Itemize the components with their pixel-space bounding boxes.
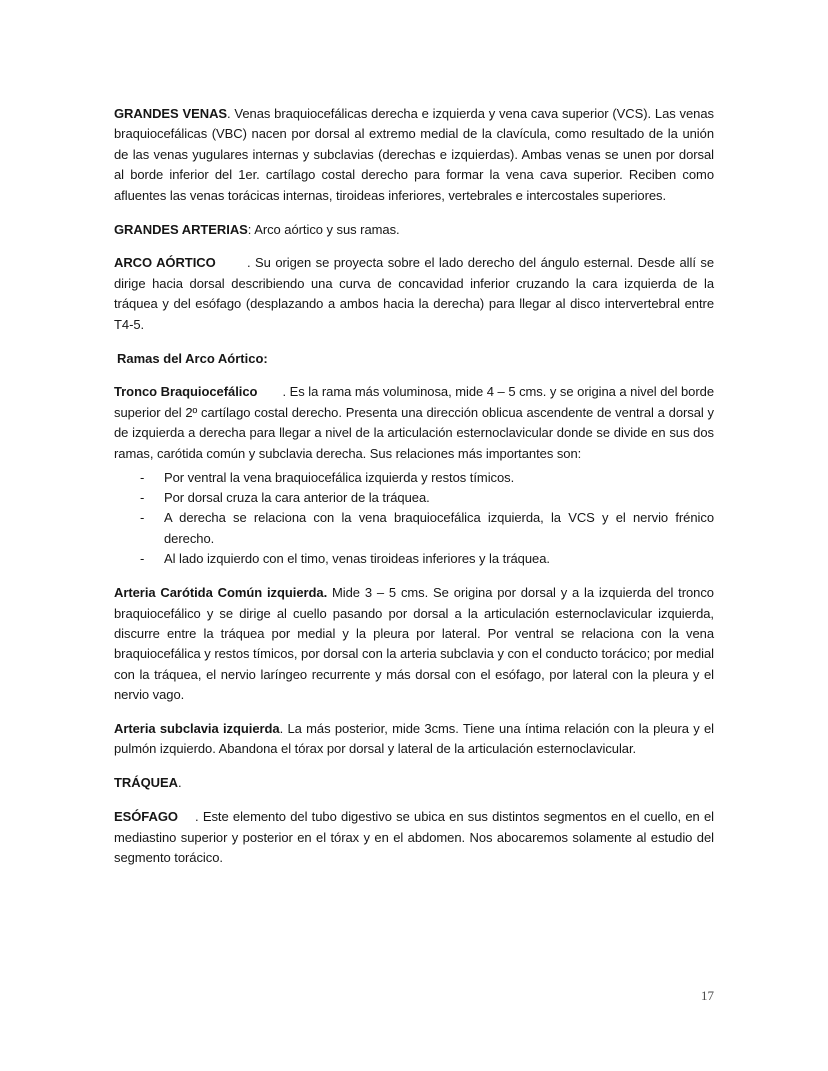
paragraph-tronco-braquiocefalico — [114, 382, 714, 464]
paragraph-grandes-venas — [114, 104, 714, 206]
list-item-text: Al lado izquierdo con el timo, venas tiroideas inferiores y la tráquea. — [164, 551, 550, 567]
paragraph-lead-subclavia-izquierda: Arteria subclavia izquierda — [114, 721, 280, 737]
paragraph-text-esofago: . Este elemento del tubo digestivo se ubica en sus distintos segmentos en el cuello, en el mediastino superior y posterior en el tórax y en el abdomen. Nos abocaremos solamente al estudio del segmento torácico. — [114, 809, 715, 866]
document-body — [114, 104, 714, 869]
list-marker-icon: - — [140, 469, 145, 485]
list-item — [114, 488, 714, 508]
paragraph-carotida-comun-izquierda — [114, 583, 714, 705]
paragraph-text-grandes-venas: . Venas braquiocefálicas derecha e izquierda y vena cava superior (VCS). Las venas braquiocefálicas (VBC) nacen por dorsal al extremo medial de la clavícula, como resultado de la unión de las venas yugulares internas y subclavias (derechas e izquierdas). Ambas venas se unen por dorsal al borde inferior del 1er. cartílago costal derecho para formar la vena cava superior. Reciben como afluentes las venas torácicas internas, tiroideas inferiores, vertebrales e intercostales superiores. — [114, 106, 714, 203]
list-item — [114, 468, 714, 488]
paragraph-text-traquea: . — [177, 775, 182, 791]
paragraph-arco-aortico — [114, 253, 714, 335]
paragraph-traquea — [114, 773, 714, 793]
paragraph-lead-traquea: TRÁQUEA — [114, 775, 178, 791]
paragraph-text-subclavia-izquierda: . La más posterior, mide 3cms. Tiene una íntima relación con la pleura y el pulmón izquierdo. Abandona el tórax por dorsal y lateral de la articulación esternoclavicular. — [114, 721, 714, 757]
paragraph-text-tronco-braquiocefalico: . Es la rama más voluminosa, mide 4 – 5 cms. y se origina a nivel del borde superior del 2º cartílago costal derecho. Presenta una dirección oblicua ascendente de ventral a dorsal y de izquierda a derecha para llegar a nivel de la articulación esternoclavicular donde se divide en sus dos ramas, carótida común y subclavia derecha. Sus relaciones más importantes son: — [114, 384, 715, 461]
paragraph-subclavia-izquierda — [114, 719, 714, 760]
list-item — [114, 549, 714, 569]
list-item-text: A derecha se relaciona con la vena braquiocefálica izquierda, la VCS y el nervio frénico derecho. — [164, 510, 714, 546]
paragraph-esofago — [114, 807, 714, 868]
list-marker-icon: - — [140, 490, 145, 505]
heading-ramas-heading: Ramas del Arco Aórtico: — [117, 350, 268, 366]
paragraph-lead-esofago: ESÓFAGO — [114, 809, 178, 825]
paragraph-lead-arco-aortico: ARCO AÓRTICO — [114, 255, 216, 271]
list-item — [114, 508, 714, 549]
paragraph-lead-grandes-arterias: GRANDES ARTERIAS — [114, 221, 248, 237]
paragraph-text-grandes-arterias: : Arco aórtico y sus ramas. — [247, 221, 400, 237]
paragraph-grandes-arterias — [114, 220, 714, 240]
paragraph-lead-tronco-braquiocefalico: Tronco Braquiocefálico — [114, 384, 258, 400]
list-item-text: Por dorsal cruza la cara anterior de la tráquea. — [164, 490, 430, 505]
list-item-text: Por ventral la vena braquiocefálica izquierda y restos tímicos. — [164, 469, 515, 485]
paragraph-lead-carotida-comun-izquierda: Arteria Carótida Común izquierda. — [114, 585, 328, 601]
paragraph-lead-grandes-venas: GRANDES VENAS — [114, 106, 228, 121]
page-number: 17 — [701, 988, 714, 1003]
list-marker-icon: - — [140, 510, 145, 526]
paragraph-text-arco-aortico: . Su origen se proyecta sobre el lado derecho del ángulo esternal. Desde allí se dirige hacia dorsal describiendo una curva de concavidad inferior cruzando la cara izquierda de la tráquea y del esófago (desplazando a ambos hacia la derecha) para llegar al disco intervertebral entre T4-5. — [114, 255, 714, 332]
list-marker-icon: - — [140, 551, 145, 567]
paragraph-text-carotida-comun-izquierda: Mide 3 – 5 cms. Se origina por dorsal y a la izquierda del tronco braquiocefálico y se dirige al cuello pasando por dorsal a la articulación esternoclavicular izquierda, discurre entre la tráquea por medial y la pleura por lateral. Por ventral se relaciona con la vena braquiocefálica y restos tímicos, por dorsal con la arteria subclavia y con el conducto torácico; por medial con la tráquea, el nervio laríngeo recurrente y más dorsal con el esófago, por lateral con la pleura y el nervio vago. — [114, 585, 714, 703]
list-relaciones-list — [114, 468, 714, 570]
